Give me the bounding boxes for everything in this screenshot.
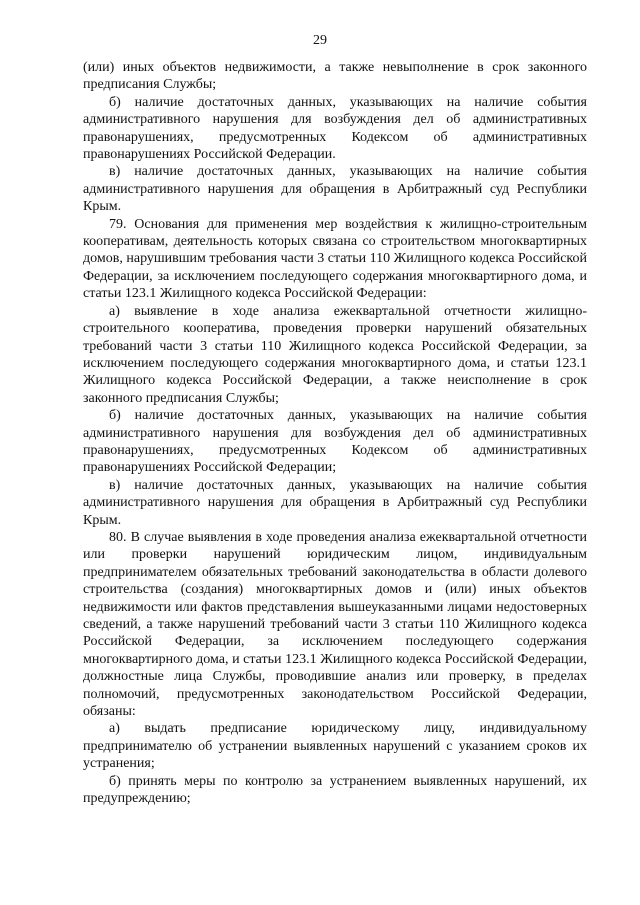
page-number: 29 <box>313 33 327 48</box>
paragraph: б) принять меры по контролю за устранением выявленных нарушений, их предупреждению; <box>83 773 587 807</box>
paragraph: б) наличие достаточных данных, указывающих на наличие события административного нарушения для возбуждения дел об административных правонарушениях, предусмотренных Кодексом об административных правонарушениях Российской Федерации; <box>83 408 587 476</box>
document-body <box>83 59 587 807</box>
paragraph: а) выдать предписание юридическому лицу, индивидуальному предпринимателю об устранении выявленных нарушений с указанием сроков их устранения; <box>83 721 587 772</box>
paragraph: (или) иных объектов недвижимости, а также невыполнение в срок законного предписания Службы; <box>83 60 587 93</box>
paragraph: в) наличие достаточных данных, указывающих на наличие события административного нарушения для обращения в Арбитражный суд Республики Крым. <box>83 477 587 528</box>
paragraph: 79. Основания для применения мер воздействия к жилищно-строительным кооперативам, деятельность которых связана со строительством многоквартирных домов, нарушившим требования части 3 статьи 110 Жилищного кодекса Российской Федерации, за исключением последующего содержания многоквартирного дома, и статьи 123.1 Жилищного кодекса Российской Федерации: <box>83 216 587 302</box>
paragraph: а) выявление в ходе анализа ежеквартальной отчетности жилищно-строительного кооператива, проведения проверки нарушений обязательных требований части 3 статьи 110 Жилищного кодекса Российской Федерации, за исключением последующего содержания многоквартирного дома, и статьи 123.1 Жилищного кодекса Российской Федерации, а также неисполнение в срок законного предписания Службы; <box>83 303 587 406</box>
paragraph: б) наличие достаточных данных, указывающих на наличие события административного нарушения для возбуждения дел об административных правонарушениях, предусмотренных Кодексом об административных правонарушениях Российской Федерации. <box>83 94 587 163</box>
paragraph: 80. В случае выявления в ходе проведения анализа ежеквартальной отчетности или проверки нарушений юридическим лицом, индивидуальным предпринимателем обязательных требований законодательства в области долевого строительства (создания) многоквартирных домов и (или) иных объектов недвижимости или фактов представления вышеуказанными лицами недостоверных сведений, а также нарушений требований части 3 статьи 110 Жилищного кодекса Российской Федерации, за исключением последующего содержания многоквартирного дома, и статьи 123.1 Жилищного кодекса Российской Федерации, должностные лица Службы, проводившие анализ или проверку, в пределах полномочий, предусмотренных законодательством Российской Федерации, обязаны: <box>83 529 587 720</box>
paragraph: в) наличие достаточных данных, указывающих на наличие события административного нарушения для обращения в Арбитражный суд Республики Крым. <box>83 164 587 215</box>
